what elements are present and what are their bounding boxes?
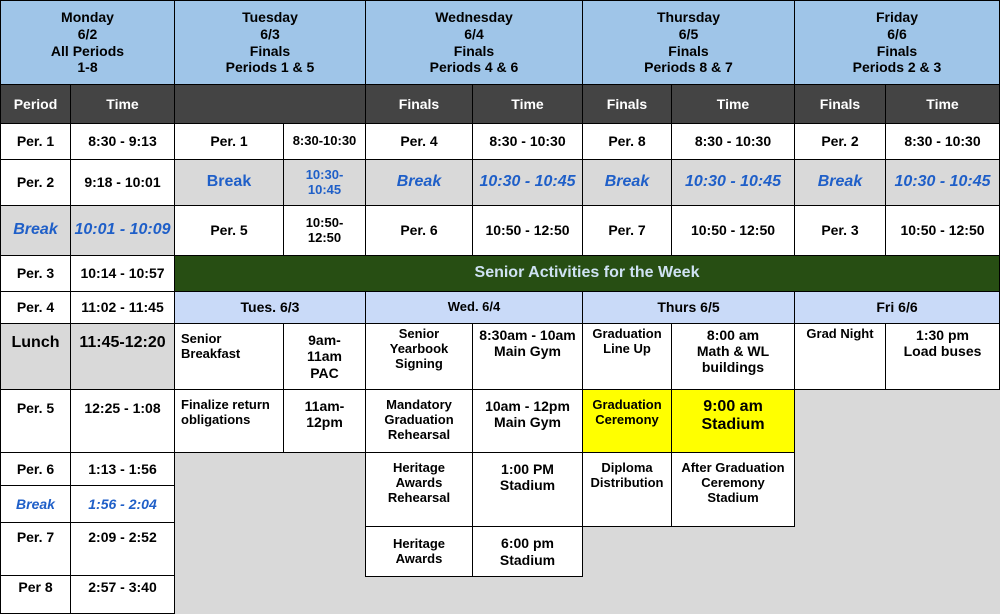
subheader-tuesday-blank (174, 84, 366, 124)
tuesday-break: Break (174, 159, 284, 206)
monday-time: 2:09 - 2:52 (70, 522, 175, 576)
thursday-period: Per. 7 (582, 205, 672, 256)
friday-period: Per. 3 (794, 205, 886, 256)
senior-day-tue: Tues. 6/3 (174, 291, 366, 324)
senior-wed-detail: 10am - 12pm Main Gym (472, 389, 583, 453)
monday-period: Per. 3 (0, 255, 71, 292)
day-date: 6/3 (260, 25, 280, 42)
wednesday-time: 10:50 - 12:50 (472, 205, 583, 256)
senior-wed-detail: 6:00 pm Stadium (472, 526, 583, 577)
monday-break: Break (0, 205, 71, 256)
senior-activities-banner: Senior Activities for the Week (174, 255, 1000, 292)
senior-thu-event: Diploma Distribution (582, 452, 672, 527)
day-line4: Periods 2 & 3 (852, 59, 942, 76)
header-thursday (582, 0, 795, 85)
tuesday-period: Per. 5 (174, 205, 284, 256)
senior-day-wed: Wed. 6/4 (365, 291, 583, 324)
day-date: 6/6 (887, 25, 907, 42)
monday-time: 8:30 - 9:13 (70, 123, 175, 160)
thursday-time: 10:50 - 12:50 (671, 205, 795, 256)
monday-time: 10:14 - 10:57 (70, 255, 175, 292)
monday-lunch: Lunch (0, 323, 71, 390)
wednesday-time: 8:30 - 10:30 (472, 123, 583, 160)
subheader-finals: Finals (794, 84, 886, 124)
monday-period: Per. 4 (0, 291, 71, 324)
senior-wed-event: Mandatory Graduation Rehearsal (365, 389, 473, 453)
senior-wed-event: Heritage Awards (365, 526, 473, 577)
monday-time: 1:13 - 1:56 (70, 452, 175, 486)
senior-tue-event: Senior Breakfast (174, 323, 284, 390)
header-wednesday (365, 0, 583, 85)
thursday-break: Break (582, 159, 672, 206)
monday-lunch-time: 11:45-12:20 (70, 323, 175, 390)
wednesday-break: Break (365, 159, 473, 206)
tuesday-time: 10:50- 12:50 (283, 205, 366, 256)
monday-time: 11:02 - 11:45 (70, 291, 175, 324)
day-name: Tuesday (242, 8, 298, 25)
senior-day-fri: Fri 6/6 (794, 291, 1000, 324)
day-line3: Finals (668, 42, 709, 59)
subheader-time: Time (70, 84, 175, 124)
day-line3: Finals (249, 42, 291, 59)
wednesday-period: Per. 6 (365, 205, 473, 256)
senior-thu-event-highlight: Graduation Ceremony (582, 389, 672, 453)
senior-wed-event: Senior Yearbook Signing (365, 323, 473, 390)
monday-period: Per. 1 (0, 123, 71, 160)
day-name: Monday (61, 8, 114, 25)
friday-period: Per. 2 (794, 123, 886, 160)
tuesday-time: 8:30-10:30 (283, 123, 366, 160)
monday-period: Per. 7 (0, 522, 71, 576)
senior-thu-detail: After Graduation Ceremony Stadium (671, 452, 795, 527)
subheader-time: Time (472, 84, 583, 124)
monday-period: Per. 5 (0, 389, 71, 453)
day-date: 6/5 (678, 25, 699, 42)
monday-period: Per. 2 (0, 159, 71, 206)
monday-period: Per 8 (0, 575, 71, 614)
subheader-period: Period (0, 84, 71, 124)
senior-tue-event: Finalize return obligations (174, 389, 284, 453)
monday-break: Break (0, 485, 71, 523)
senior-day-thu: Thurs 6/5 (582, 291, 795, 324)
senior-wed-event: Heritage Awards Rehearsal (365, 452, 473, 527)
monday-time: 12:25 - 1:08 (70, 389, 175, 453)
monday-time: 2:57 - 3:40 (70, 575, 175, 614)
subheader-time: Time (885, 84, 1000, 124)
day-line4: Periods 4 & 6 (429, 59, 519, 76)
senior-thu-detail-highlight: 9:00 am Stadium (671, 389, 795, 453)
senior-thu-detail: 8:00 am Math & WL buildings (671, 323, 795, 390)
monday-period: Per. 6 (0, 452, 71, 486)
senior-wed-detail: 8:30am - 10am Main Gym (472, 323, 583, 390)
subheader-finals: Finals (582, 84, 672, 124)
thursday-period: Per. 8 (582, 123, 672, 160)
day-date: 6/2 (77, 25, 98, 42)
senior-fri-event: Grad Night (794, 323, 886, 390)
day-line3: All Periods (50, 42, 125, 59)
monday-break-time: 10:01 - 10:09 (70, 205, 175, 256)
monday-break-time: 1:56 - 2:04 (70, 485, 175, 523)
header-friday (794, 0, 1000, 85)
thursday-break-time: 10:30 - 10:45 (671, 159, 795, 206)
header-tuesday (174, 0, 366, 85)
friday-break: Break (794, 159, 886, 206)
friday-time: 8:30 - 10:30 (885, 123, 1000, 160)
friday-time: 10:50 - 12:50 (885, 205, 1000, 256)
tuesday-period: Per. 1 (174, 123, 284, 160)
thursday-time: 8:30 - 10:30 (671, 123, 795, 160)
subheader-finals: Finals (365, 84, 473, 124)
wednesday-break-time: 10:30 - 10:45 (472, 159, 583, 206)
senior-tue-detail: 9am- 11am PAC (283, 323, 366, 390)
senior-wed-detail: 1:00 PM Stadium (472, 452, 583, 527)
senior-tue-detail: 11am- 12pm (283, 389, 366, 453)
day-line3: Finals (876, 42, 918, 59)
day-line4: 1-8 (77, 59, 98, 76)
friday-break-time: 10:30 - 10:45 (885, 159, 1000, 206)
wednesday-period: Per. 4 (365, 123, 473, 160)
tuesday-break-time: 10:30- 10:45 (283, 159, 366, 206)
senior-fri-detail: 1:30 pm Load buses (885, 323, 1000, 390)
header-monday (0, 0, 175, 85)
day-name: Thursday (656, 8, 720, 25)
day-name: Wednesday (435, 8, 513, 25)
day-line4: Periods 1 & 5 (225, 59, 315, 76)
senior-thu-event: Graduation Line Up (582, 323, 672, 390)
monday-time: 9:18 - 10:01 (70, 159, 175, 206)
day-line4: Periods 8 & 7 (644, 59, 733, 76)
day-date: 6/4 (464, 25, 484, 42)
day-name: Friday (875, 8, 918, 25)
day-line3: Finals (453, 42, 495, 59)
subheader-time: Time (671, 84, 795, 124)
